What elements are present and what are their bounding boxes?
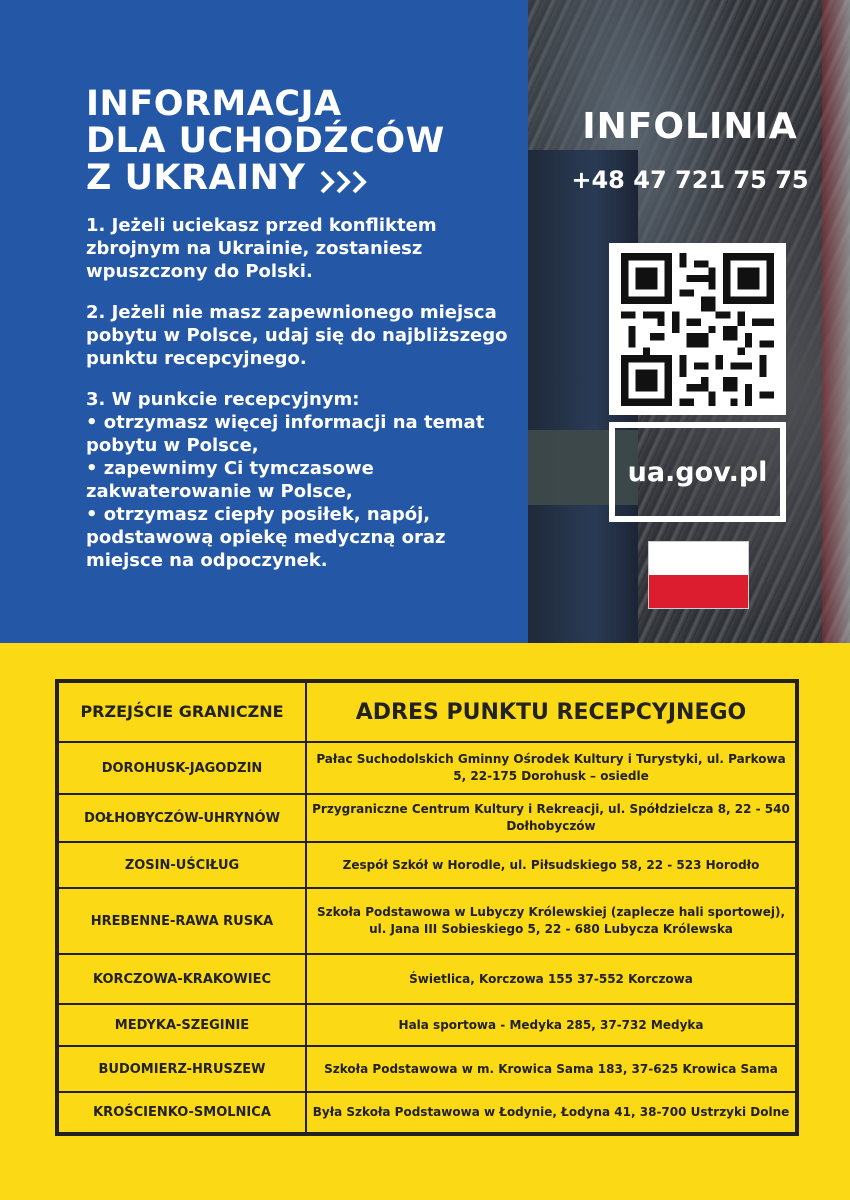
crossing-cell: BUDOMIERZ-HRUSZEW [57,1046,306,1092]
info-bullet: • otrzymasz więcej informacji na temat pobytu w Polsce, [86,412,485,456]
column-header-crossing: PRZEJŚCIE GRANICZNE [57,681,306,742]
qr-code[interactable] [609,243,786,415]
address-cell: Szkoła Podstawowa w m. Krowica Sama 183, 37-625 Krowica Sama [306,1046,797,1092]
title-line: DLA UCHODŹCÓW [86,121,445,161]
table-row [57,888,797,954]
column-header-address: ADRES PUNKTU RECEPCYJNEGO [306,681,797,742]
crossing-cell: DOŁHOBYCZÓW-UHRYNÓW [57,794,306,842]
address-cell: Zespół Szkół w Horodle, ul. Piłsudskiego 58, 22 - 523 Horodło [306,842,797,888]
table-row [57,954,797,1004]
table-header-row [57,681,797,742]
table-row [57,742,797,794]
info-point-1: 1. Jeżeli uciekasz przed konfliktem zbrojnym na Ukrainie, zostaniesz wpuszczony do Polski. [86,215,437,282]
crossing-cell: KORCZOWA-KRAKOWIEC [57,954,306,1004]
flag-stripe-background [822,0,850,643]
address-cell: Pałac Suchodolskich Gminny Ośrodek Kultury i Turystyki, ul. Parkowa 5, 22-175 Dorohusk – osiedle [306,742,797,794]
phone-number[interactable]: +48 47 721 75 75 [571,166,809,194]
refugee-info [86,214,516,590]
crossing-cell: KROŚCIENKO-SMOLNICA [57,1092,306,1134]
address-cell: Świetlica, Korczowa 155 37-552 Korczowa [306,954,797,1004]
flag-white-band [649,542,748,575]
chevrons-right-icon [318,166,378,198]
infolinia-heading: INFOLINIA [582,106,798,147]
crossing-cell: HREBENNE-RAWA RUSKA [57,888,306,954]
info-bullet: • zapewnimy Ci tymczasowe zakwaterowanie w Polsce, [86,458,374,502]
address-cell: Przygraniczne Centrum Kultury i Rekreacji, ul. Spółdzielcza 8, 22 - 540 Dołhobyczów [306,794,797,842]
title-line: INFORMACJA [86,84,342,124]
info-bullet: • otrzymasz ciepły posiłek, napój, podstawową opiekę medyczną oraz miejsce na odpoczynek. [86,504,446,571]
address-cell: Szkoła Podstawowa w Lubyczy Królewskiej (zaplecze hali sportowej), ul. Jana III Sobieskiego 5, 22 - 680 Lubycza Królewska [306,888,797,954]
qr-code-icon [621,253,774,406]
crossing-cell: MEDYKA-SZEGINIE [57,1004,306,1046]
table-row [57,794,797,842]
reception-points-table [55,679,799,1136]
table-row [57,1004,797,1046]
address-cell: Była Szkoła Podstawowa w Łodynie, Łodyna 41, 38-700 Ustrzyki Dolne [306,1092,797,1134]
title-line: Z UKRAINY [86,158,306,198]
crossing-cell: ZOSIN-UŚCIŁUG [57,842,306,888]
page-title [86,86,445,197]
info-point-3 [86,388,516,572]
website-link[interactable]: ua.gov.pl [609,422,786,522]
crossing-cell: DOROHUSK-JAGODZIN [57,742,306,794]
table-row [57,1046,797,1092]
polish-flag [648,541,749,609]
table-row [57,842,797,888]
address-cell: Hala sportowa - Medyka 285, 37-732 Medyka [306,1004,797,1046]
table-row [57,1092,797,1134]
info-point-3-intro: 3. W punkcie recepcyjnym: [86,389,360,410]
info-point-2: 2. Jeżeli nie masz zapewnionego miejsca pobytu w Polsce, udaj się do najbliższego punktu recepcyjnego. [86,302,508,369]
flag-red-band [649,575,748,608]
